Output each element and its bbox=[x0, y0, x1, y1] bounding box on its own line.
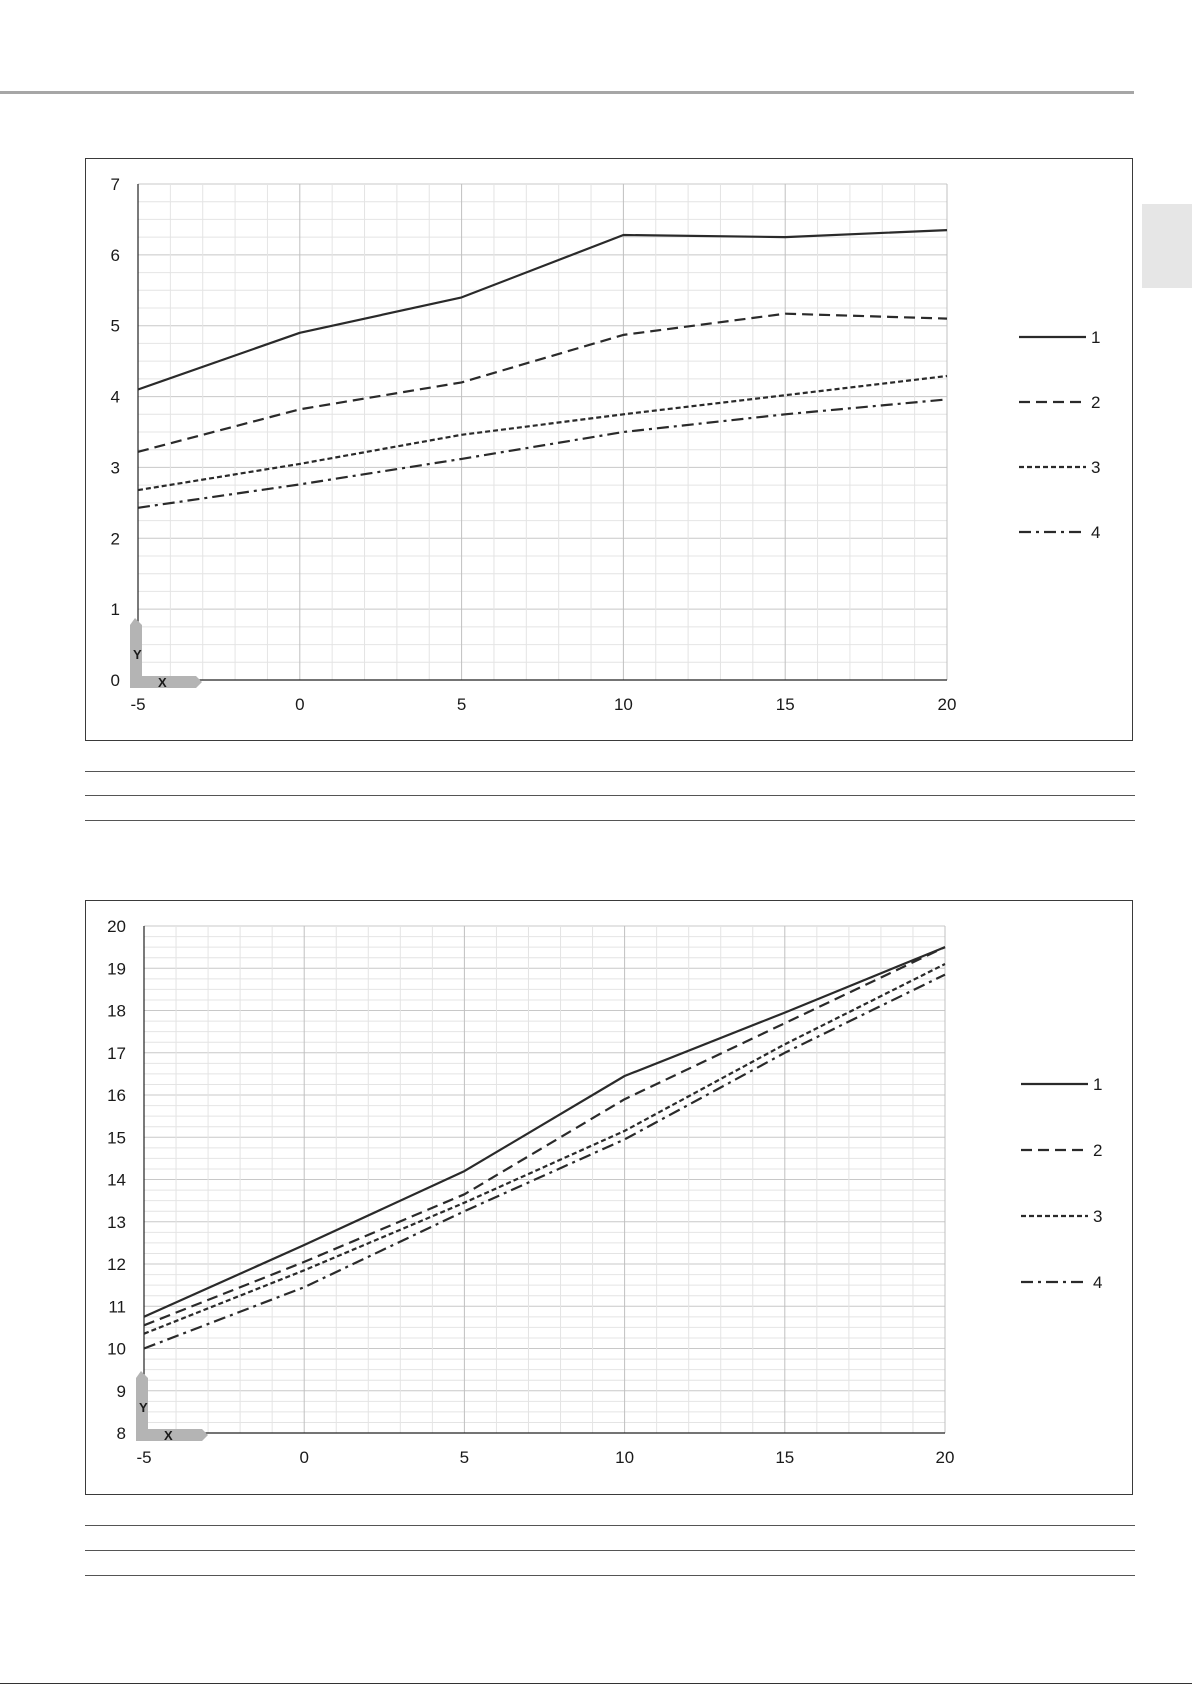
table-rule bbox=[85, 795, 1135, 796]
side-tab bbox=[1142, 204, 1192, 288]
y-tick-label: 8 bbox=[116, 1424, 126, 1443]
series-line-2 bbox=[138, 314, 947, 452]
x-tick-label: 20 bbox=[935, 1448, 955, 1467]
y-tick-label: 11 bbox=[108, 1297, 126, 1317]
y-tick-label: 6 bbox=[110, 245, 120, 265]
chart-2-frame bbox=[85, 900, 1133, 1495]
y-tick-label: 15 bbox=[107, 1128, 126, 1148]
y-tick-label: 18 bbox=[107, 1001, 126, 1021]
y-tick-label: 5 bbox=[110, 316, 120, 336]
series-line-4 bbox=[144, 975, 945, 1349]
legend-label-4: 4 bbox=[1091, 523, 1101, 542]
x-tick-label: 10 bbox=[613, 695, 633, 714]
x-tick-label: -5 bbox=[130, 695, 146, 714]
legend-label-3: 3 bbox=[1093, 1207, 1103, 1226]
y-tick-label: 13 bbox=[107, 1212, 126, 1232]
chart-1-frame bbox=[85, 158, 1133, 741]
y-tick-label: 0 bbox=[110, 671, 120, 690]
legend-label-2: 2 bbox=[1091, 393, 1101, 412]
y-tick-label: 16 bbox=[107, 1086, 126, 1105]
grid bbox=[138, 184, 947, 680]
x-tick-label: 5 bbox=[459, 1448, 470, 1467]
chart-2-svg bbox=[86, 901, 1134, 1496]
legend-label-4: 4 bbox=[1093, 1273, 1103, 1292]
y-tick-label: 19 bbox=[107, 959, 126, 979]
y-tick-label: 1 bbox=[110, 600, 120, 620]
y-tick-label: 4 bbox=[110, 387, 120, 407]
x-tick-label: 0 bbox=[299, 1448, 309, 1467]
table-rule bbox=[85, 771, 1135, 772]
y-tick-label: 14 bbox=[107, 1170, 126, 1190]
legend-label-1: 1 bbox=[1091, 328, 1101, 347]
x-tick-label: 15 bbox=[775, 695, 795, 714]
footer-rule bbox=[0, 1683, 1192, 1684]
y-tick-label: 3 bbox=[110, 458, 120, 478]
axis-badge-x-label: X bbox=[164, 1428, 173, 1443]
y-tick-label: 17 bbox=[107, 1043, 126, 1063]
legend-label-2: 2 bbox=[1093, 1141, 1103, 1160]
y-tick-label: 7 bbox=[110, 175, 120, 194]
y-tick-label: 2 bbox=[110, 529, 120, 549]
table-rule bbox=[85, 1575, 1135, 1576]
series-line-2 bbox=[144, 947, 945, 1325]
table-rule bbox=[85, 1550, 1135, 1551]
legend-label-3: 3 bbox=[1091, 458, 1101, 477]
x-tick-label: 15 bbox=[775, 1448, 795, 1467]
series-line-1 bbox=[144, 947, 945, 1317]
axis-badge-y-label: Y bbox=[133, 647, 142, 662]
y-tick-label: 10 bbox=[107, 1339, 126, 1359]
y-tick-label: 12 bbox=[107, 1255, 126, 1274]
x-tick-label: -5 bbox=[136, 1448, 152, 1467]
chart-1-svg bbox=[86, 159, 1134, 742]
x-tick-label: 5 bbox=[456, 695, 467, 714]
axis-badge-y-label: Y bbox=[139, 1400, 148, 1415]
header-rule bbox=[0, 91, 1134, 94]
legend-label-1: 1 bbox=[1093, 1075, 1103, 1094]
table-rule bbox=[85, 1525, 1135, 1526]
grid bbox=[144, 926, 945, 1433]
x-tick-label: 20 bbox=[937, 695, 957, 714]
y-tick-label: 9 bbox=[116, 1381, 126, 1401]
series-line-3 bbox=[138, 376, 947, 490]
table-rule bbox=[85, 820, 1135, 821]
x-tick-label: 10 bbox=[615, 1448, 635, 1467]
axis-badge-x-label: X bbox=[158, 675, 167, 690]
y-tick-label: 20 bbox=[107, 917, 126, 936]
series-line-4 bbox=[138, 399, 947, 507]
series-line-1 bbox=[138, 230, 947, 389]
x-tick-label: 0 bbox=[295, 695, 305, 714]
